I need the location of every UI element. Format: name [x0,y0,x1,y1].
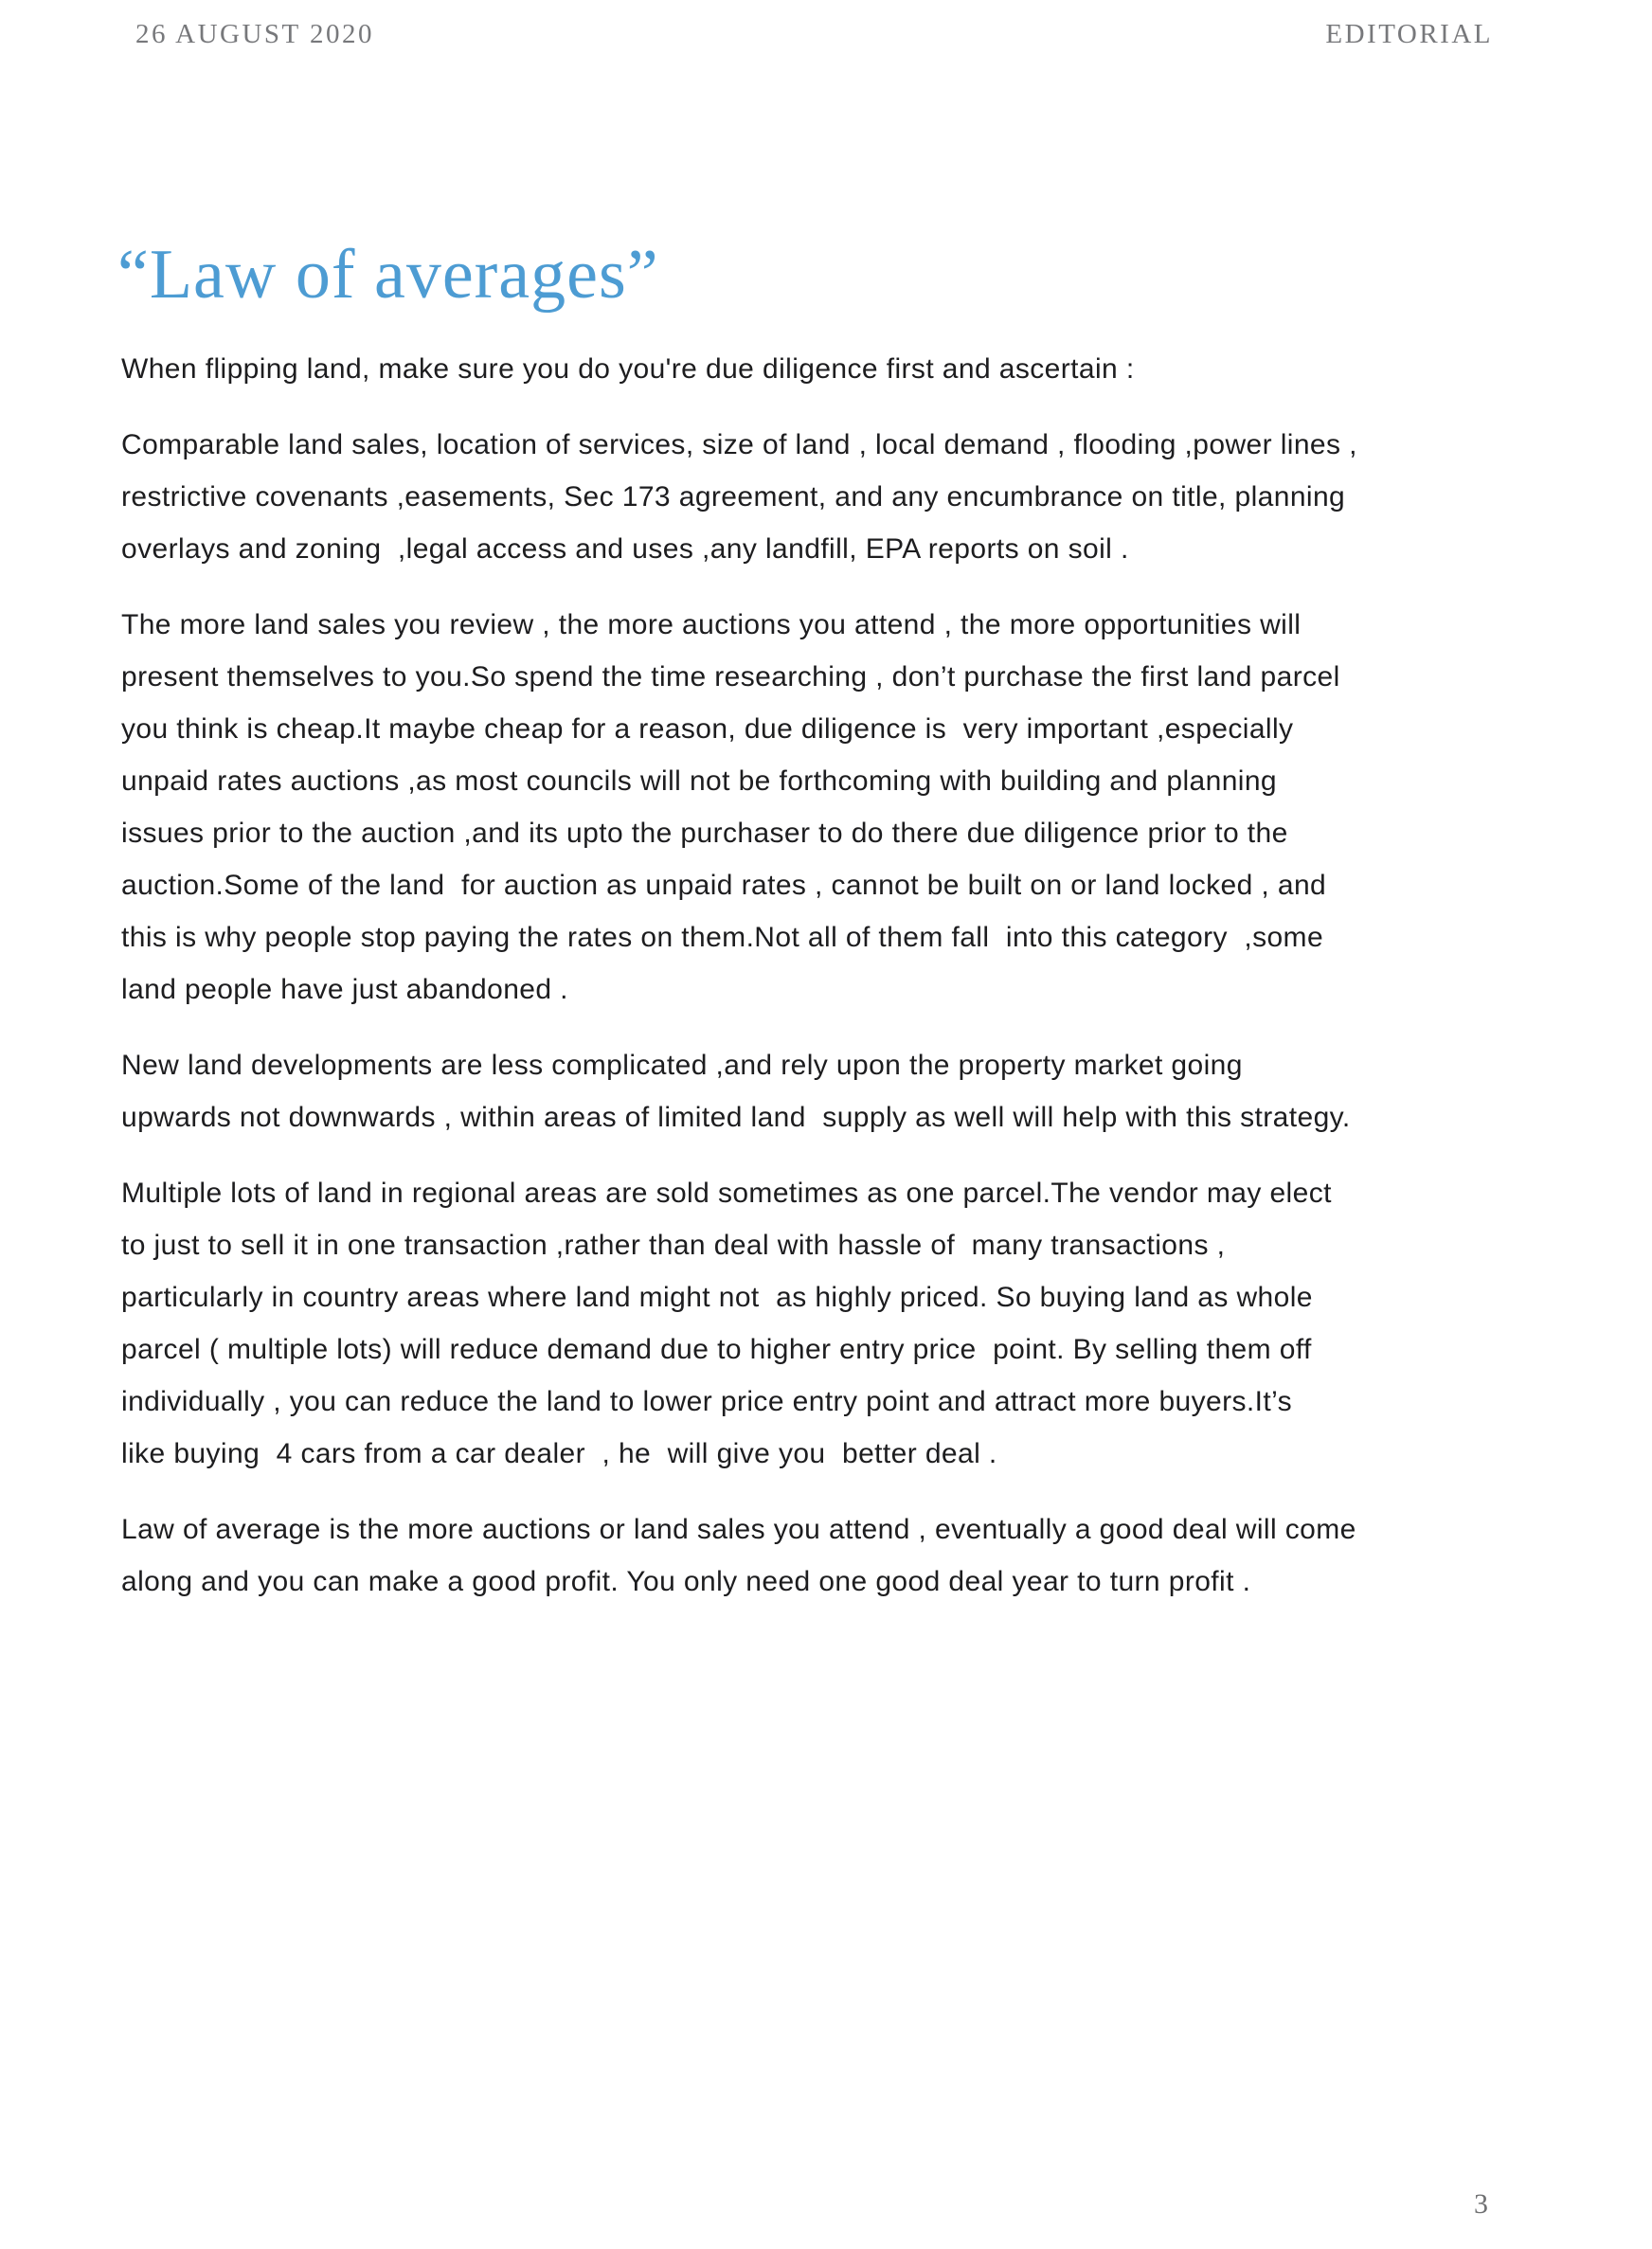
text-line: this is why people stop paying the rates on them.Not all of them fall into this category ,some [121,922,1324,953]
paragraph [121,1039,1561,1143]
text-line: auction.Some of the land for auction as unpaid rates , cannot be built on or land locked , and [121,870,1327,901]
text-line: Multiple lots of land in regional areas are sold sometimes as one parcel.The vendor may elect [121,1178,1332,1209]
header-section-label: EDITORIAL [1325,19,1493,49]
paragraph [121,343,1561,395]
text-line: New land developments are less complicated ,and rely upon the property market going [121,1050,1243,1081]
text-line: overlays and zoning ,legal access and uses ,any landfill, EPA reports on soil . [121,533,1129,565]
text-line: to just to sell it in one transaction ,rather than deal with hassle of many transactions , [121,1230,1226,1261]
text-line: particularly in country areas where land might not as highly priced. So buying land as whole [121,1282,1313,1313]
text-line: present themselves to you.So spend the time researching , don’t purchase the first land parcel [121,661,1340,693]
text-line: land people have just abandoned . [121,974,568,1005]
text-line: parcel ( multiple lots) will reduce demand due to higher entry price point. By selling them off [121,1334,1312,1365]
text-line: along and you can make a good profit. You only need one good deal year to turn profit . [121,1566,1251,1597]
text-line: upwards not downwards , within areas of limited land supply as well will help with this strategy. [121,1102,1351,1133]
text-line: individually , you can reduce the land to lower price entry point and attract more buyers.It’s [121,1386,1293,1417]
page-header [135,19,1493,50]
paragraph [121,1167,1561,1480]
text-line: The more land sales you review , the more auctions you attend , the more opportunities will [121,609,1302,640]
text-line: When flipping land, make sure you do you're due diligence first and ascertain : [121,353,1135,385]
text-line: unpaid rates auctions ,as most councils will not be forthcoming with building and planning [121,765,1278,797]
article-body [121,343,1561,1631]
header-date: 26 AUGUST 2020 [135,19,374,49]
paragraph [121,419,1561,575]
text-line: Comparable land sales, location of services, size of land , local demand , flooding ,power lines , [121,429,1357,460]
paragraph [121,1503,1561,1608]
text-line: restrictive covenants ,easements, Sec 173 agreement, and any encumbrance on title, planning [121,481,1346,513]
page-number: 3 [1474,2188,1488,2220]
paragraph [121,599,1561,1016]
text-line: like buying 4 cars from a car dealer , he will give you better deal . [121,1438,997,1469]
text-line: Law of average is the more auctions or land sales you attend , eventually a good deal will come [121,1514,1356,1545]
article-title: “Law of averages” [117,236,659,314]
text-line: issues prior to the auction ,and its upto the purchaser to do there due diligence prior to the [121,818,1288,849]
text-line: you think is cheap.It maybe cheap for a reason, due diligence is very important ,especially [121,713,1294,745]
